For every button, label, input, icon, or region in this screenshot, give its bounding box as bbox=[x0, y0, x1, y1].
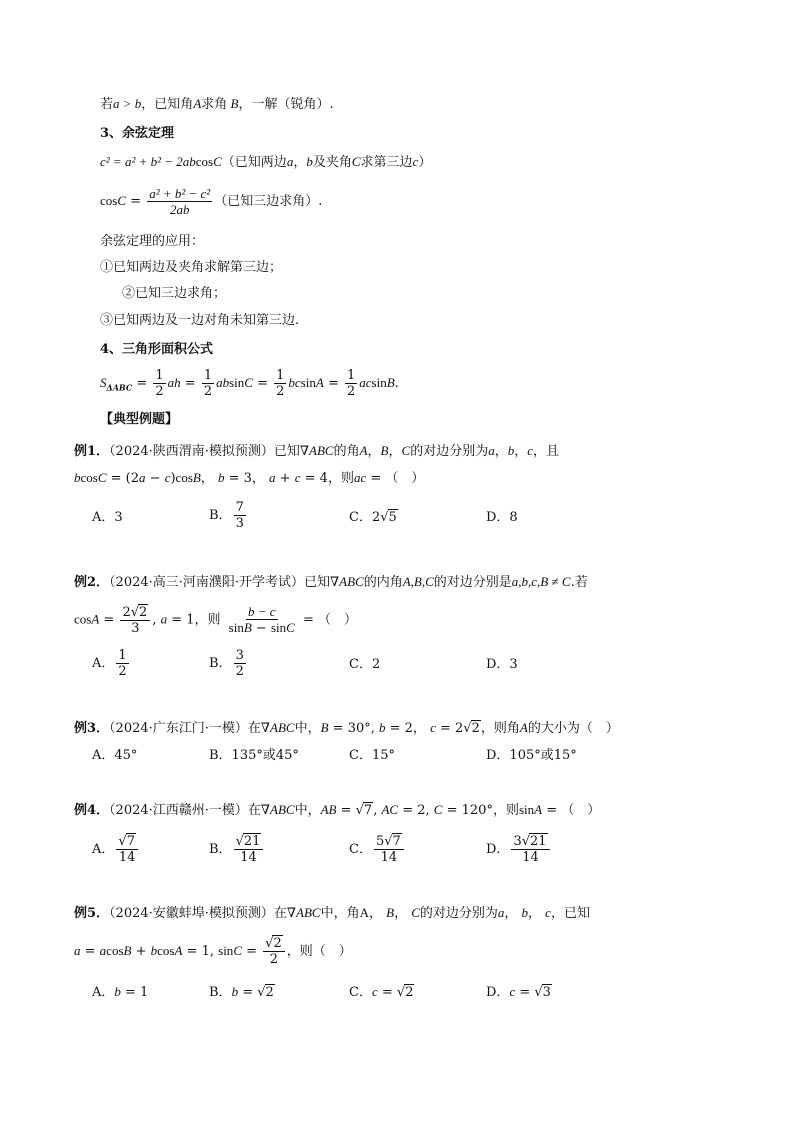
example-1-option-d[interactable]: D．8 bbox=[486, 510, 518, 525]
examples-title: 【典型例题】 bbox=[100, 412, 179, 427]
example-3: 例3．（2024·广东江门·一模）在∇ABC中，B = 30°, b = 2， c = 2√2，则角A的大小为（ ） bbox=[74, 720, 619, 736]
example-5-option-a[interactable]: A．b = 1 bbox=[92, 984, 149, 1000]
example-4-option-b[interactable]: B． $\frac{√21}{14}$ bbox=[209, 834, 265, 865]
example-2-option-a[interactable]: A． $\frac{1}{2}$ bbox=[92, 648, 127, 679]
example-1-condition: bcosC = (2a − c)cosB， b = 3， a + c = 4，则ac = （ ） bbox=[74, 470, 425, 486]
example-2-condition: cosA = $\frac{2√2}{3}$ , a = 1，则 $\frac{b - c}{\sin B - \sin C}$ = （ ） bbox=[74, 604, 357, 636]
example-4: 例4．（2024·江西赣州·一模）在∇ABC中，AB = √7, AC = 2, C = 120°，则sinA = （ ） bbox=[74, 802, 601, 818]
example-3-option-a[interactable]: A．45° bbox=[92, 748, 138, 763]
rule-line-sine: 若a > b，已知角A求角 B，一解（锐角）. bbox=[100, 96, 334, 112]
example-5-option-c[interactable]: C．c = √2 bbox=[349, 984, 414, 1000]
example-2-option-c[interactable]: C．2 bbox=[349, 657, 381, 672]
example-4-option-c[interactable]: C． $\frac{5√7}{14}$ bbox=[349, 834, 406, 865]
application-title: 余弦定理的应用： bbox=[100, 234, 205, 249]
example-2: 例2．（2024·高三·河南濮阳·开学考试）已知∇ABC的内角A,B,C的对边分别是a,b,c,B ≠ C.若 bbox=[74, 574, 588, 590]
fraction: $\frac{\text{a² + b² − c²}}{2ab}$ bbox=[149, 186, 211, 217]
example-1-option-a[interactable]: A．3 bbox=[92, 510, 123, 525]
example-5-option-d[interactable]: D．c = √3 bbox=[486, 984, 551, 1000]
example-5-condition: a = acosB + bcosA = 1, sinC = $\frac{√2}{2}$ ，则（ ） bbox=[74, 936, 352, 967]
example-5: 例5．（2024·安徽蚌埠·模拟预测）在∇ABC中，角A， B， C的对边分别为a， b， c，已知 bbox=[74, 905, 590, 921]
section-title-area: 4、三角形面积公式 bbox=[100, 342, 214, 357]
cosine-law-formula: c² = a² + b² − 2abcosC（已知两边a，b及夹角C求第三边c） bbox=[100, 154, 432, 170]
cosine-law-angle-formula: cosC = $\frac{\text{a² + b² − c²}}{2ab}$ （已知三边求角）. bbox=[100, 186, 323, 217]
application-item-2: ②已知三边求角； bbox=[122, 286, 227, 301]
example-2-option-b[interactable]: B． $\frac{3}{2}$ bbox=[209, 648, 244, 679]
example-4-option-d[interactable]: D． $\frac{3√21}{14}$ bbox=[486, 834, 552, 865]
example-1-option-c[interactable]: C．2√5 bbox=[349, 510, 397, 525]
example-3-option-b[interactable]: B．135°或45° bbox=[209, 748, 299, 763]
example-3-option-d[interactable]: D．105°或15° bbox=[486, 748, 577, 763]
area-formula: $S_{\Delta ABC}$ = $\frac{1}{2}$ ah = $\frac{1}{2}$ absinC = $\frac{1}{2}$ bcsinA = $\frac{1}{2}$ acsinB. bbox=[100, 368, 399, 399]
example-4-option-a[interactable]: A． $\frac{√7}{14}$ bbox=[92, 834, 140, 865]
example-3-option-c[interactable]: C．15° bbox=[349, 748, 395, 763]
example-2-option-d[interactable]: D．3 bbox=[486, 657, 518, 672]
example-1-option-b[interactable]: B． $\frac{7}{3}$ bbox=[209, 500, 244, 531]
example-1: 例1．（2024·陕西渭南·模拟预测）已知∇ABC的角A，B，C的对边分别为a，b，c，且 bbox=[74, 443, 560, 459]
example-5-option-b[interactable]: B．b = √2 bbox=[209, 984, 274, 1000]
math-a-gt-b: a > b bbox=[113, 96, 142, 111]
application-item-3: ③已知两边及一边对角未知第三边. bbox=[100, 313, 300, 328]
section-title-cosine-law: 3、余弦定理 bbox=[100, 126, 175, 141]
application-item-1: ①已知两边及夹角求解第三边； bbox=[100, 260, 283, 275]
